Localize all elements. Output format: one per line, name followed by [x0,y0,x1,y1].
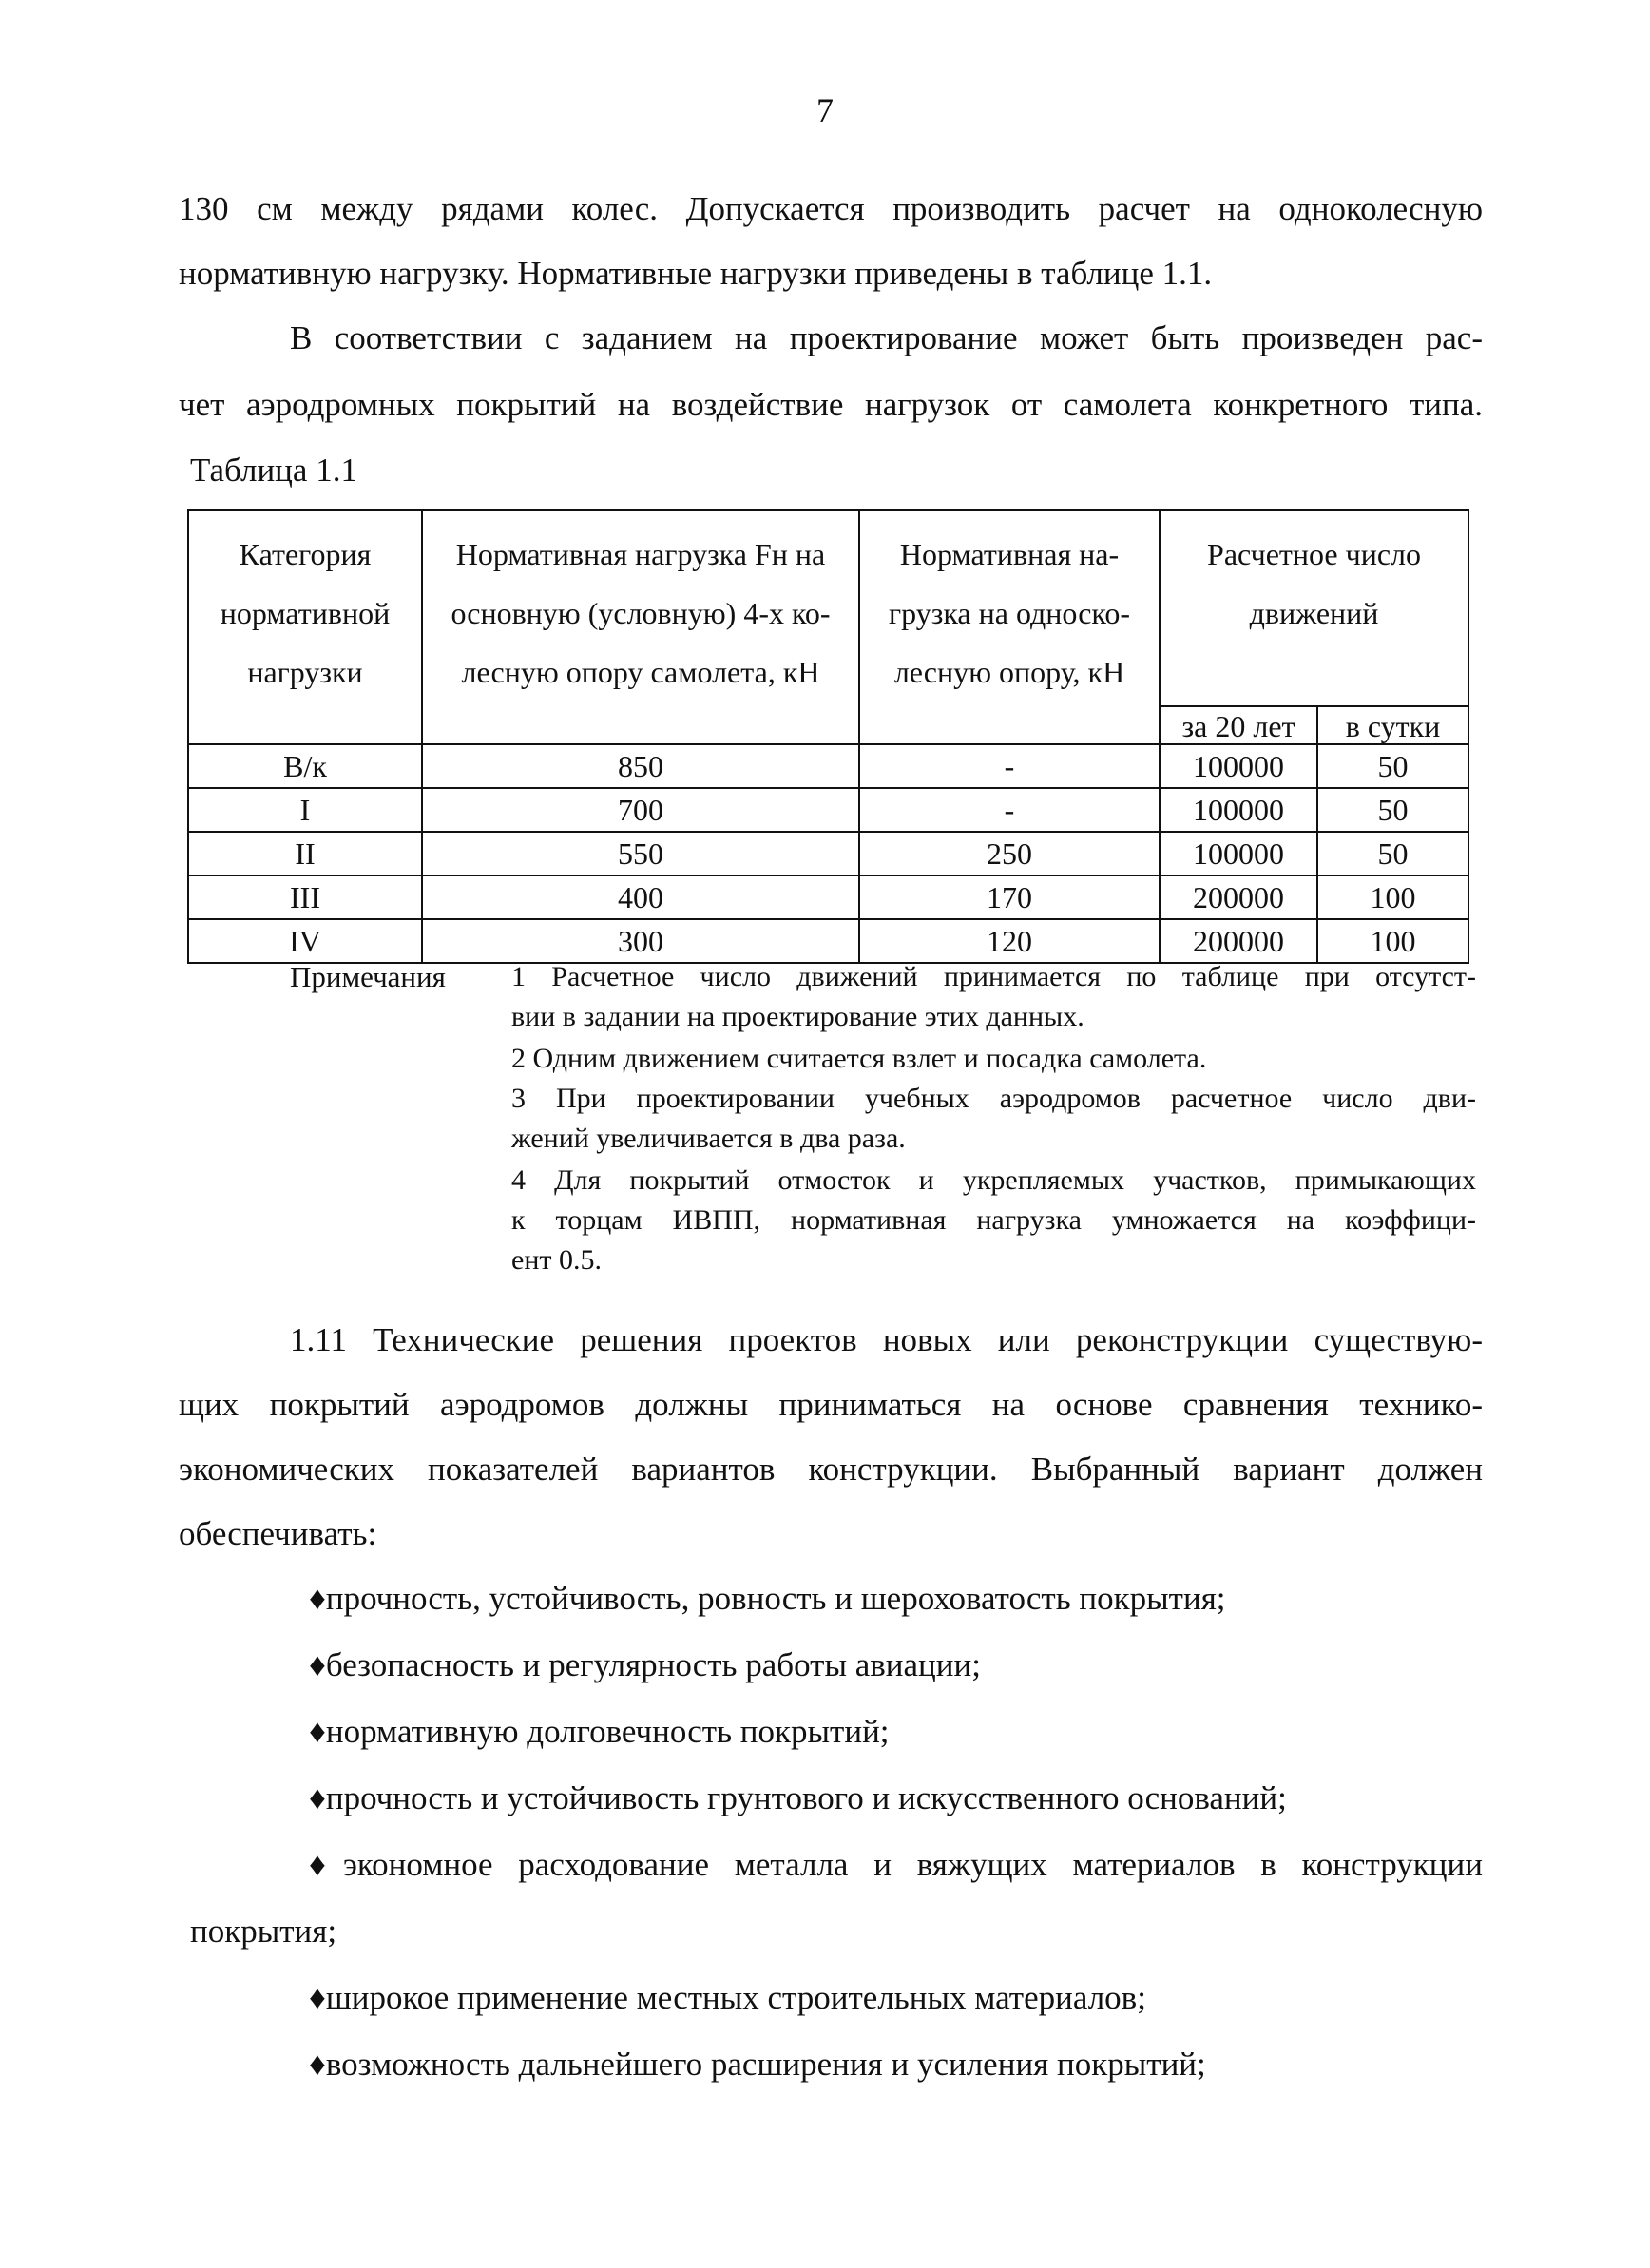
cell-load-single: - [859,788,1160,832]
cell-per-day: 100 [1317,875,1468,919]
cell-category: IV [188,919,422,963]
paragraph-line: 1.11 Технические решения проектов новых или реконструкции существую- [290,1321,1483,1358]
cell-per-20-years: 100000 [1160,744,1317,788]
page-number: 7 [816,91,834,129]
cell-category: В/к [188,744,422,788]
bullet-item: ♦прочность, устойчивость, ровность и шероховатость покрытия; [309,1580,1226,1617]
note-line: 1 Расчетное число движений принимается по таблице при отсутст- [511,961,1476,992]
table-row [188,832,1468,875]
header-per-20-years: за 20 лет [1160,706,1317,744]
normative-loads-table [187,509,1469,964]
paragraph-line: щих покрытий аэродромов должны приниматься на основе сравнения технико- [179,1386,1483,1423]
cell-per-20-years: 200000 [1160,875,1317,919]
cell-per-day: 50 [1317,832,1468,875]
header-load-single: Нормативная на-грузка на односко-лесную опору, кН [859,510,1160,744]
header-movements: Расчетное число движений [1160,510,1468,706]
cell-load-fn: 700 [422,788,859,832]
note-line: 2 Одним движением считается взлет и посадка самолета. [511,1043,1207,1074]
cell-per-20-years: 100000 [1160,832,1317,875]
cell-per-20-years: 200000 [1160,919,1317,963]
table-row [188,788,1468,832]
note-line: 4 Для покрытий отмосток и укрепляемых участков, примыкающих [511,1164,1476,1196]
cell-per-20-years: 100000 [1160,788,1317,832]
cell-load-fn: 300 [422,919,859,963]
cell-load-single: 120 [859,919,1160,963]
cell-per-day: 100 [1317,919,1468,963]
table-row [188,919,1468,963]
bullet-item: ♦экономное расходование металла и вяжущих материалов в конструкции [309,1846,1483,1883]
paragraph-line: обеспечивать: [179,1515,377,1552]
note-line: 3 При проектировании учебных аэродромов расчетное число дви- [511,1083,1476,1114]
bullet-item: ♦прочность и устойчивость грунтового и искусственного оснований; [309,1779,1287,1816]
bullet-item: ♦нормативную долговечность покрытий; [309,1713,890,1750]
table-row [188,875,1468,919]
paragraph-line: чет аэродромных покрытий на воздействие нагрузок от самолета конкретного типа. [179,386,1483,423]
cell-load-fn: 550 [422,832,859,875]
header-category: Категория нормативной нагрузки [188,510,422,744]
cell-per-day: 50 [1317,744,1468,788]
paragraph-line: нормативную нагрузку. Нормативные нагрузки приведены в таблице 1.1. [179,255,1213,292]
note-line: вии в задании на проектирование этих данных. [511,1001,1084,1032]
bullet-item: ♦безопасность и регулярность работы авиации; [309,1646,981,1683]
cell-category: III [188,875,422,919]
paragraph-line: 130 см между рядами колес. Допускается производить расчет на одноколесную [179,190,1483,227]
cell-per-day: 50 [1317,788,1468,832]
bullet-item: ♦широкое применение местных строительных материалов; [309,1979,1146,2016]
note-line: к торцам ИВПП, нормативная нагрузка умножается на коэффици- [511,1204,1476,1236]
paragraph-line: В соответствии с заданием на проектирование может быть произведен рас- [290,319,1483,356]
cell-category: I [188,788,422,832]
header-per-day: в сутки [1317,706,1468,744]
note-line: жений увеличивается в два раза. [511,1123,906,1154]
bullet-item-continuation: покрытия; [190,1912,337,1950]
paragraph-line: экономических показателей вариантов конструкции. Выбранный вариант должен [179,1451,1483,1488]
bullet-item: ♦возможность дальнейшего расширения и усиления покрытий; [309,2046,1206,2083]
cell-load-single: 250 [859,832,1160,875]
cell-load-single: - [859,744,1160,788]
cell-load-fn: 400 [422,875,859,919]
note-line: ент 0.5. [511,1244,602,1276]
notes-label: Примечания [290,960,446,993]
table-caption: Таблица 1.1 [190,452,357,489]
cell-load-single: 170 [859,875,1160,919]
table-row [188,744,1468,788]
cell-category: II [188,832,422,875]
header-load-fn: Нормативная нагрузка Fн на основную (условную) 4-х ко-лесную опору самолета, кН [422,510,859,744]
cell-load-fn: 850 [422,744,859,788]
